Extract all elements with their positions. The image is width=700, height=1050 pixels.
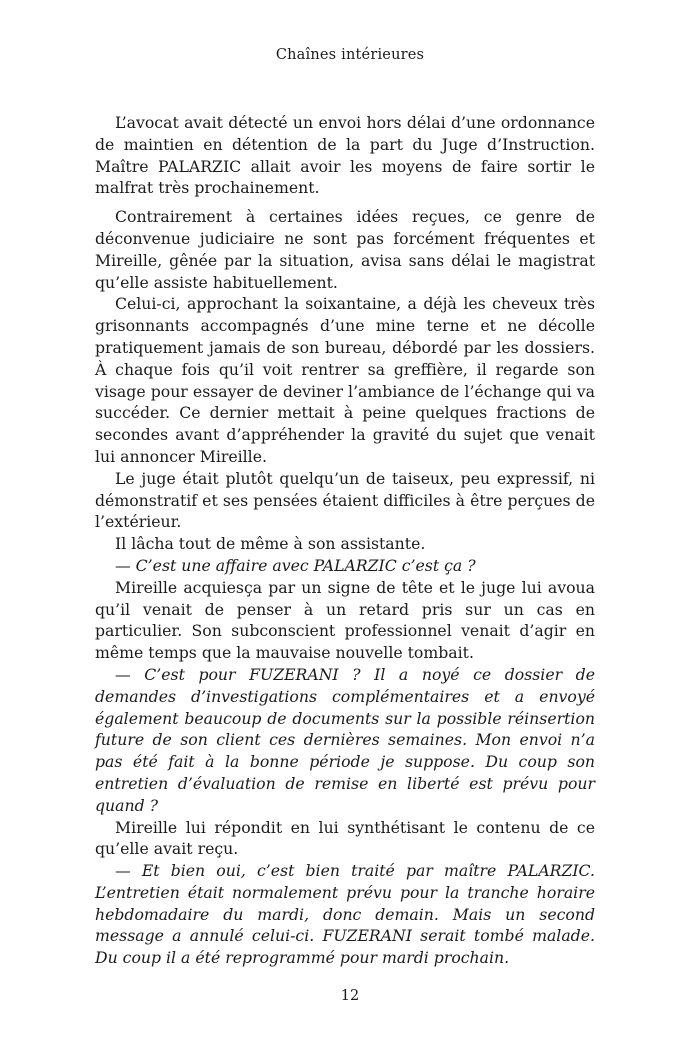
dialogue-line-1: — C’est une affaire avec PALARZIC c’est ça ? [115,555,476,575]
page-number: 12 [340,988,360,1004]
page-body [95,112,595,969]
paragraph-2: Contrairement à certaines idées reçues, ce genre de déconvenue judiciaire ne sont pas forcément fréquentes et Mireille, gênée par la situation, avisa sans délai le magistrat qu’elle assiste habituellement. [95,207,595,292]
paragraph-6: Mireille acquiesça par un signe de tête et le juge lui avoua qu’il venait de penser à un retard pris sur un cas en particulier. Son subconscient professionnel venait d’agir en même temps que la mauvaise nouvelle tombait. [95,577,595,663]
paragraph-3: Celui-ci, approchant la soixantaine, a déjà les cheveux très grisonnants accompagnés d’une mine terne et ne décolle pratiquement jamais de son bureau, débordé par les dossiers. À chaque fois qu’il voit rentrer sa greffière, il regarde son visage pour essayer de deviner l’ambiance de l’échange qui va succéder. Ce dernier mettait à peine quelques fractions de secondes avant d’appréhender la gravité du sujet que venait lui annoncer Mireille. [95,294,595,466]
paragraph-1: L’avocat avait détecté un envoi hors délai d’une ordonnance de maintien en détention de la part du Juge d’Instruction. Maître PALARZIC allait avoir les moyens de faire sortir le malfrat très prochainement. [95,113,595,198]
running-head: Chaînes intérieures [275,47,425,63]
paragraph-5: Il lâcha tout de même à son assistante. [115,534,426,554]
paragraph-4: Le juge était plutôt quelqu’un de taiseux, peu expressif, ni démonstratif et ses pensées étaient difficiles à être perçues de l’extérieur. [95,468,595,532]
dialogue-line-3: — Et bien oui, c’est bien traité par maître PALARZIC. L’entretien était normalement prévu pour la tranche horaire hebdomadaire du mardi, donc demain. Mais un second message a annulé celui-ci. FUZERANI serait tombé malade. Du coup il a été reprogrammé pour mardi prochain. [95,861,595,968]
dialogue-line-2: — C’est pour FUZERANI ? Il a noyé ce dossier de demandes d’investigations complémentaires et a envoyé également beaucoup de documents sur la possible réinsertion future de son client ces dernières semaines. Mon envoi n’a pas été fait à la bonne période je suppose. Du coup son entretien d’évaluation de remise en liberté est prévu pour quand ? [95,664,595,815]
paragraph-7: Mireille lui répondit en lui synthétisant le contenu de ce qu’elle avait reçu. [95,817,595,859]
